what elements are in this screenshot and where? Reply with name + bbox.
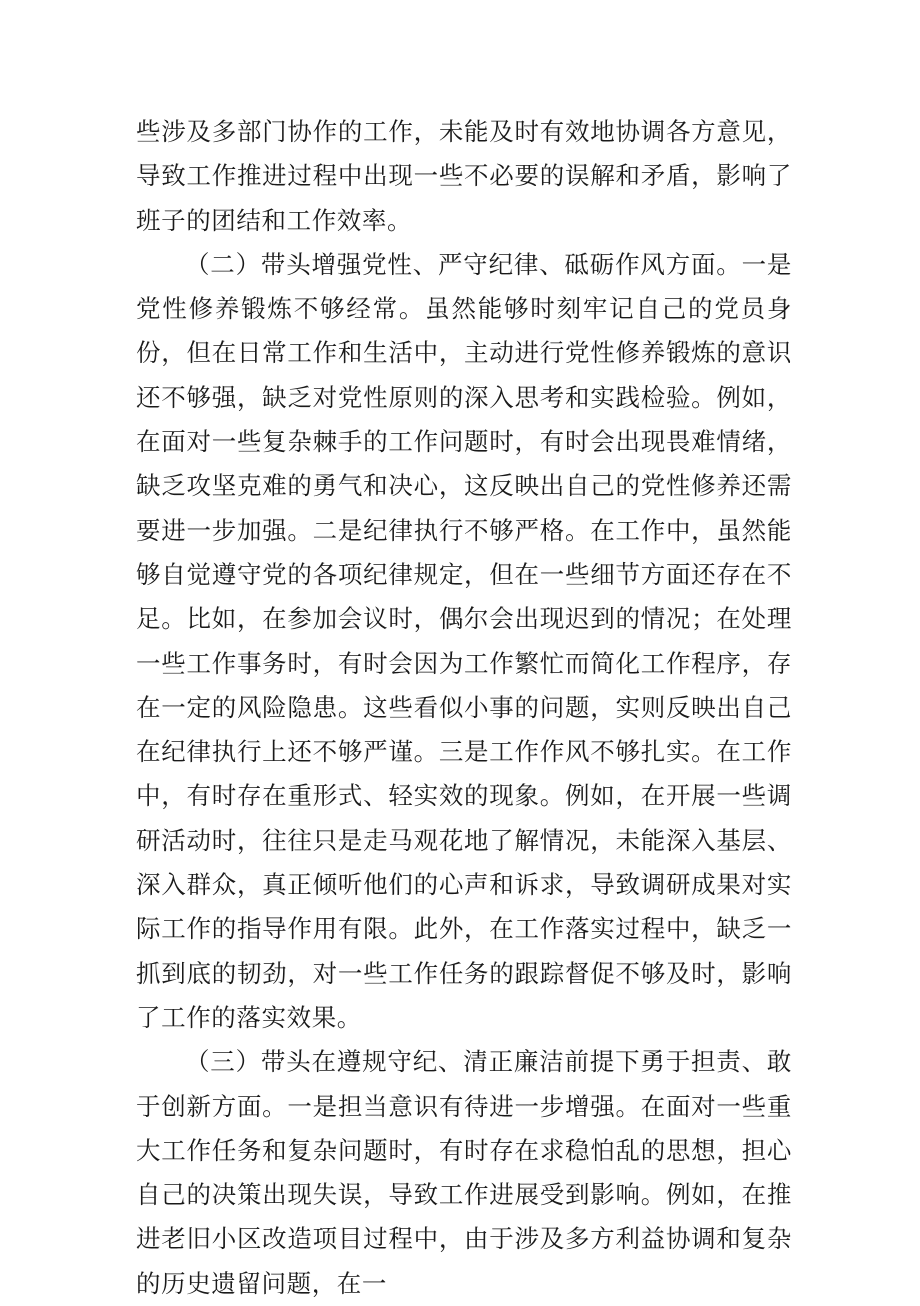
paragraph-section-three: （三）带头在遵规守纪、清正廉洁前提下勇于担责、敢于创新方面。一是担当意识有待进一步增强。在面对一些重大工作任务和复杂问题时，有时存在求稳怕乱的思想，担心自己的决策出现失误，导致工作进展受到影响。例如，在推进老旧小区改造项目过程中，由于涉及多方利益协调和复杂的历史遗留问题，在一 xyxy=(136,1047,792,1298)
document-page xyxy=(136,110,792,1306)
paragraph-section-two: （二）带头增强党性、严守纪律、砥砺作风方面。一是党性修养锻炼不够经常。虽然能够时刻牢记自己的党员身份，但在日常工作和生活中，主动进行党性修养锻炼的意识还不够强，缺乏对党性原则的深入思考和实践检验。例如，在面对一些复杂棘手的工作问题时，有时会出现畏难情绪，缺乏攻坚克难的勇气和决心，这反映出自己的党性修养还需要进一步加强。二是纪律执行不够严格。在工作中，虽然能够自觉遵守党的各项纪律规定，但在一些细节方面还存在不足。比如，在参加会议时，偶尔会出现迟到的情况；在处理一些工作事务时，有时会因为工作繁忙而简化工作程序，存在一定的风险隐患。这些看似小事的问题，实则反映出自己在纪律执行上还不够严谨。三是工作作风不够扎实。在工作中，有时存在重形式、轻实效的现象。例如，在开展一些调研活动时，往往只是走马观花地了解情况，未能深入基层、深入群众，真正倾听他们的心声和诉求，导致调研成果对实际工作的指导作用有限。此外，在工作落实过程中，缺乏一抓到底的韧劲，对一些工作任务的跟踪督促不够及时，影响了工作的落实效果。 xyxy=(136,249,792,1032)
paragraph-continuation: 些涉及多部门协作的工作，未能及时有效地协调各方意见，导致工作推进过程中出现一些不必要的误解和矛盾，影响了班子的团结和工作效率。 xyxy=(136,117,792,235)
